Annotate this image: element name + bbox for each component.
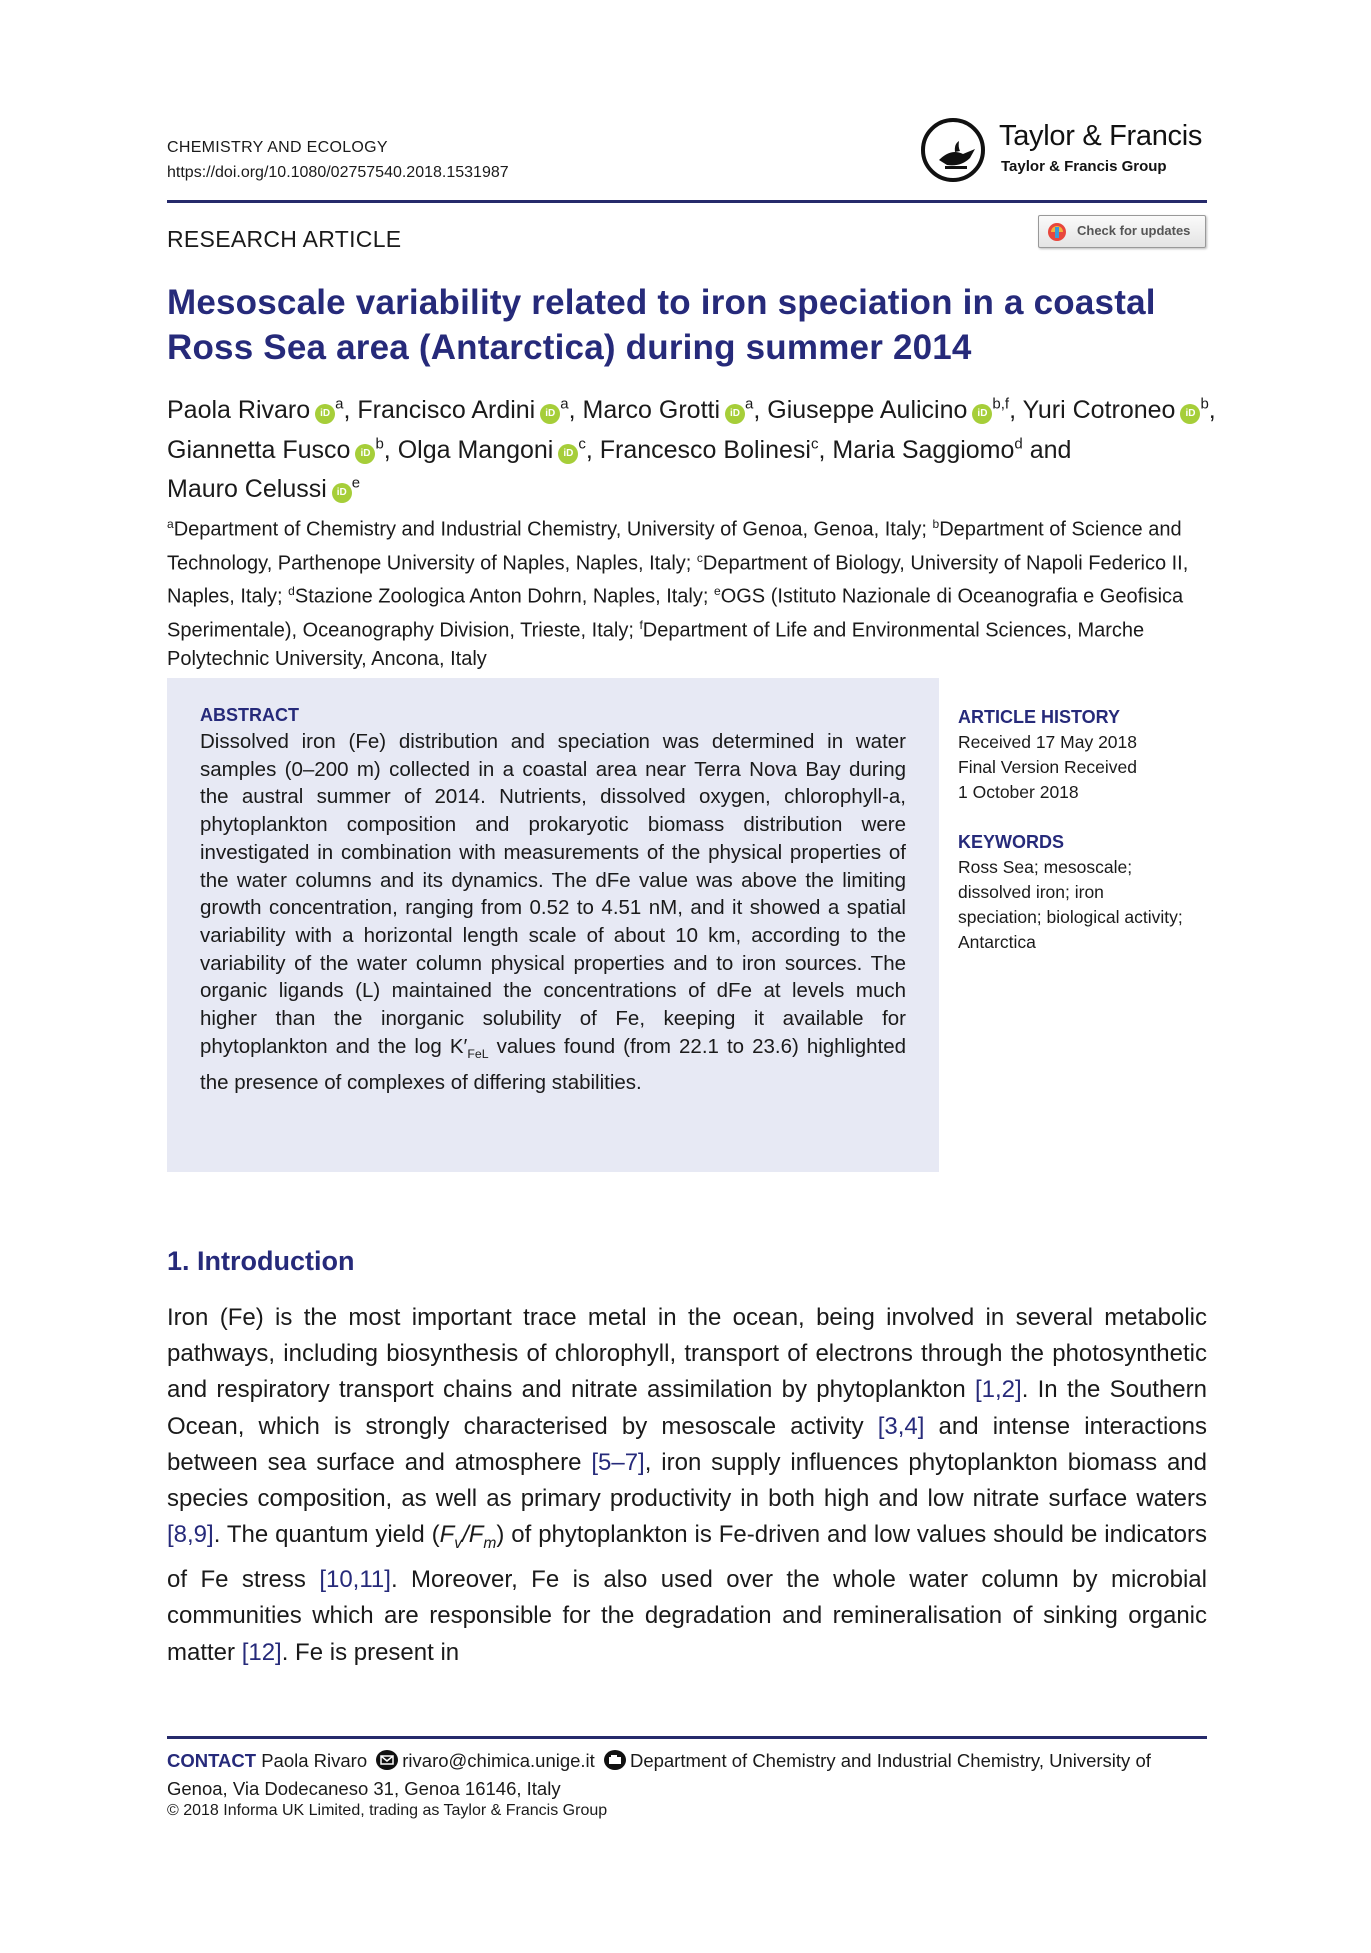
- author-list: [167, 388, 1217, 506]
- lamp-icon: [921, 118, 985, 182]
- copyright: © 2018 Informa UK Limited, trading as Taylor & Francis Group: [167, 1802, 608, 1819]
- affiliation-key: e: [714, 584, 721, 599]
- author-name: Francisco Ardini $iD^a$,: [357, 396, 576, 425]
- keywords: [958, 830, 1218, 955]
- affiliation-key: a: [167, 517, 174, 531]
- affiliation-text: Stazione Zoologica Anton Dohrn, Naples, Italy;: [294, 585, 714, 608]
- abstract-box: [167, 678, 939, 1172]
- contact-address: Department of Chemistry and Industrial Chemistry, University of Genoa, Via Dodecaneso 31, Genoa 16146, Italy: [167, 1750, 1151, 1799]
- intro-text: . In the Southern Ocean, which is strongly characterised by mesoscale activity: [167, 1376, 1207, 1440]
- affiliation-text: Department of Science and Technology, Parthenope University of Naples, Naples, Italy;: [167, 518, 1182, 575]
- intro-text: ) of phytoplankton is Fe-driven and low values should be indicators of Fe stress: [167, 1521, 1207, 1594]
- affiliation-key: f: [639, 617, 643, 632]
- affiliation-text: OGS (Istituto Nazionale di Oceanografia e Geofisica Sperimentale), Oceanography Division, Trieste, Italy;: [167, 585, 1184, 642]
- subscript: v: [454, 1535, 463, 1553]
- affiliation-text: Department of Biology, University of Napoli Federico II, Naples, Italy;: [167, 552, 1189, 608]
- publisher-logo: [921, 118, 1211, 182]
- history-line: 1 October 2018: [958, 782, 1079, 802]
- header-rule: [167, 200, 1207, 203]
- publisher-name: Taylor & Francis: [999, 120, 1203, 152]
- intro-text: F: [468, 1521, 484, 1549]
- keywords-heading: KEYWORDS: [958, 832, 1065, 852]
- footer-rule: [167, 1736, 1207, 1739]
- article-type: RESEARCH ARTICLE: [167, 226, 402, 252]
- crossmark-icon: [1047, 222, 1067, 242]
- orcid-icon[interactable]: iD: [540, 404, 560, 424]
- author-name: Giuseppe Aulicino iD$^{b,f}$,: [767, 396, 1017, 425]
- keywords-lines: [958, 855, 1218, 955]
- intro-text: F: [439, 1521, 455, 1549]
- citation-link[interactable]: [3,4]: [877, 1412, 925, 1440]
- intro-text: Iron (Fe) is the most important trace metal in the ocean, being involved in several metabolic pathways, including biosynthesis of chlorophyll, transport of electrons through the photosynthetic and respiratory transport chains and nitrate assimilation by phytoplankton: [167, 1304, 1207, 1404]
- citation-link[interactable]: [1,2]: [974, 1376, 1022, 1404]
- affiliation-marker: d: [1014, 435, 1023, 453]
- intro-text: . The quantum yield (: [213, 1521, 440, 1549]
- orcid-icon[interactable]: iD: [332, 483, 352, 503]
- contact-name: Paola Rivaro: [261, 1750, 368, 1771]
- intro-text: and intense interactions between sea surface and atmosphere: [167, 1412, 1207, 1476]
- author-name: Mauro Celussi $iD^e$: [167, 474, 361, 503]
- affiliation-marker: a: [560, 396, 569, 413]
- orcid-icon[interactable]: iD: [355, 444, 375, 464]
- author-name: Paola Rivaro $iD^a$,: [167, 396, 351, 425]
- publisher-group: Taylor & Francis Group: [1001, 158, 1167, 175]
- orcid-icon[interactable]: iD: [725, 404, 745, 424]
- journal-name: CHEMISTRY AND ECOLOGY: [167, 139, 388, 156]
- keyword-line: dissolved iron; iron: [958, 882, 1104, 902]
- affiliation-marker: c: [810, 435, 819, 453]
- article-history-heading: ARTICLE HISTORY: [958, 707, 1121, 727]
- affiliation-key: c: [696, 550, 703, 565]
- keyword-line: Antarctica: [958, 932, 1036, 952]
- affiliation-text: Department of Chemistry and Industrial Chemistry, University of Genoa, Genoa, Italy;: [173, 518, 933, 541]
- orcid-icon[interactable]: iD: [972, 404, 992, 424]
- citation-link[interactable]: [5–7]: [591, 1448, 645, 1476]
- affiliation-marker: c: [578, 435, 586, 453]
- intro-text: . Fe is present in: [281, 1638, 460, 1666]
- affiliation-marker: a: [745, 396, 754, 413]
- introduction-heading: 1. Introduction: [167, 1246, 355, 1276]
- affiliation-marker: b,f: [992, 396, 1010, 413]
- abstract-heading: ABSTRACT: [200, 705, 299, 725]
- contact-info: [167, 1747, 1207, 1803]
- affiliation-marker: e: [351, 474, 361, 492]
- subscript: m: [483, 1535, 497, 1553]
- check-for-updates-label: Check for updates: [1077, 223, 1191, 238]
- orcid-icon[interactable]: iD: [558, 444, 578, 464]
- author-name: Marco Grotti $iD^a$,: [582, 396, 761, 425]
- affiliation-key: d: [288, 584, 295, 599]
- intro-text: . Moreover, Fe is also used over the whole water column by microbial communities which are responsible for the degradation and remineralisation of sinking organic matter: [167, 1566, 1207, 1666]
- article-history-lines: [958, 730, 1218, 805]
- history-line: Final Version Received: [958, 757, 1137, 777]
- orcid-icon[interactable]: iD: [315, 404, 335, 424]
- history-line: Received 17 May 2018: [958, 732, 1137, 752]
- intro-text: , iron supply influences phytoplankton biomass and species composition, as well as primary productivity in both high and low nitrate surface waters: [167, 1448, 1207, 1513]
- citation-link[interactable]: [10,11]: [319, 1566, 391, 1594]
- author-name: Maria Saggiomo$^d$ and: [832, 435, 1072, 464]
- orcid-icon[interactable]: iD: [1180, 404, 1200, 424]
- citation-link[interactable]: [8,9]: [167, 1521, 214, 1549]
- affiliation-text: Department of Life and Environmental Sciences, Marche Polytechnic University, Ancona, Italy: [167, 619, 1145, 670]
- keyword-line: speciation; biological activity;: [958, 907, 1183, 927]
- affiliation-marker: b: [375, 435, 384, 453]
- affiliation-marker: a: [335, 396, 344, 413]
- address-icon: [604, 1750, 626, 1770]
- affiliation-marker: b: [1200, 396, 1209, 413]
- citation-link[interactable]: [12]: [241, 1638, 282, 1666]
- check-for-updates-button[interactable]: [1038, 215, 1206, 248]
- affiliations: [167, 510, 1209, 673]
- keyword-line: Ross Sea; mesoscale;: [958, 857, 1133, 877]
- affiliation-key: b: [932, 517, 940, 531]
- doi-link[interactable]: https://doi.org/10.1080/02757540.2018.1531987: [167, 164, 509, 181]
- author-name: Yuri Cotroneo $iD^b$,: [1022, 396, 1216, 425]
- article-title: Mesoscale variability related to iron speciation in a coastal Ross Sea area (Antarctica) during summer 2014: [167, 283, 1156, 367]
- author-name: Francesco Bolinesi$^c$,: [599, 435, 826, 464]
- article-history: [958, 705, 1218, 805]
- abstract-text: Dissolved iron (Fe) distribution and speciation was determined in water samples (0–200 m) collected in a coastal area near Terra Nova Bay during the austral summer of 2014. Nutrients, dissolved oxygen, chlorophyll-a, phytoplankton composition and prokaryotic biomass distribution were investigated in combination with measurements of the physical properties of the water columns and its dynamics. The dFe value was above the limiting growth concentration, ranging from 0.52 to 4.51 nM, and it showed a spatial variability with a horizontal length scale of about 10 km, according to the variability of the water column physical properties and to iron sources. The organic ligands (L) maintained the concentrations of dFe at levels much higher than the inorganic solubility of Fe, keeping it available for phytoplankton and the $\log K'_{FeL}$ values found (from 22.1 to 23.6) highlighted the presence of complexes of differing stabilities.: [200, 730, 906, 1094]
- intro-text: /: [462, 1521, 469, 1549]
- introduction-text: [167, 1300, 1207, 1671]
- contact-label: CONTACT: [167, 1750, 257, 1771]
- author-name: Olga Mangoni $iD^c$,: [397, 435, 593, 464]
- email-icon: [376, 1750, 398, 1770]
- contact-email[interactable]: rivaro@chimica.unige.it: [402, 1750, 595, 1771]
- author-name: Giannetta Fusco $iD^b$,: [167, 435, 391, 464]
